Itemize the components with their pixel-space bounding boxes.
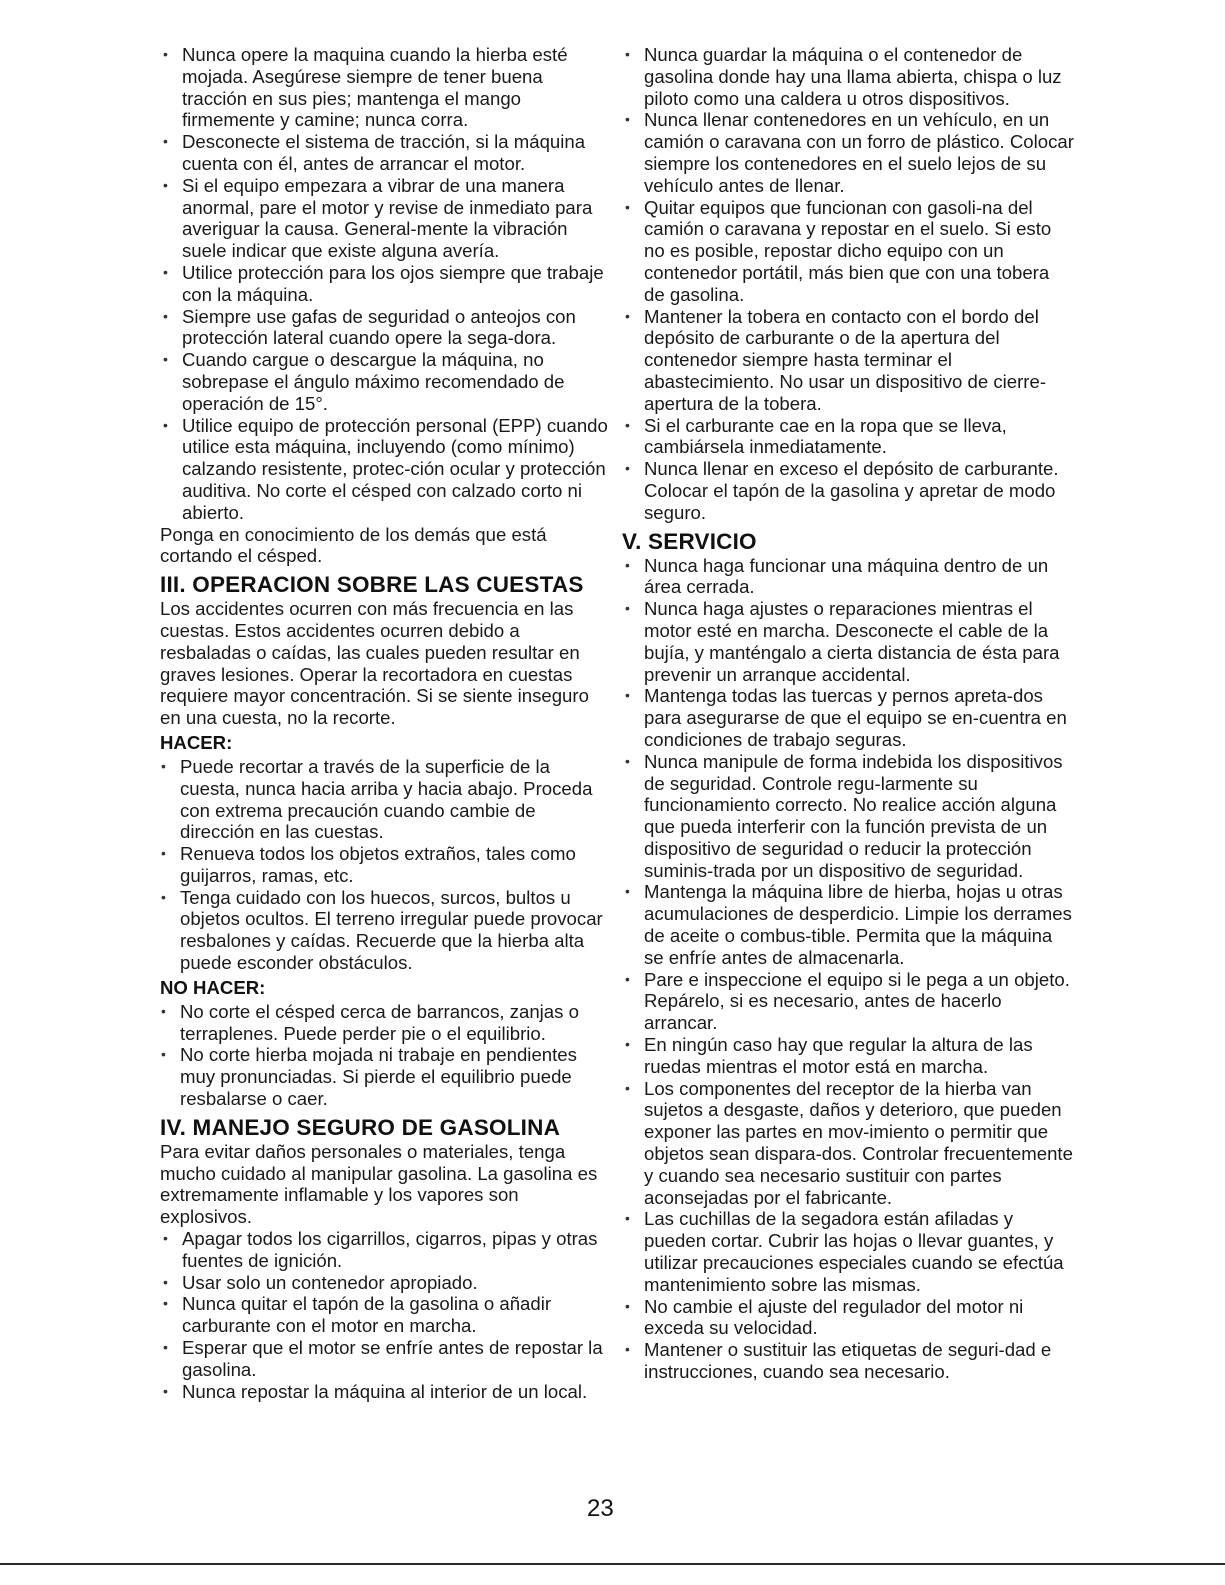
list-item: • Nunca haga funcionar una máquina dentro de un área cerrada. bbox=[622, 555, 1074, 599]
list-item: • Apagar todos los cigarrillos, cigarros, pipas y otras fuentes de ignición. bbox=[160, 1228, 612, 1272]
dont-list bbox=[160, 1001, 612, 1110]
list-item: • Nunca repostar la máquina al interior de un local. bbox=[160, 1381, 612, 1403]
do-heading: HACER: bbox=[160, 731, 233, 753]
list-item: • Nunca guardar la máquina o el contenedor de gasolina donde hay una llama abierta, chispa o luz piloto como una caldera u otros dispositivos. bbox=[622, 44, 1074, 109]
section-heading-slopes: III. OPERACION SOBRE LAS CUESTAS bbox=[160, 572, 584, 598]
list-item: • Nunca manipule de forma indebida los dispositivos de seguridad. Controle regu-larmente su funcionamiento correcto. No realice acción alguna que pueda interferir con la función prevista de un dispositivo de seguridad o reducir la protección suminis-trada por un dispositivo de seguridad. bbox=[622, 751, 1074, 882]
list-item: • Pare e inspeccione el equipo si le pega a un objeto. Repárelo, si es necesario, antes de hacerlo arrancar. bbox=[622, 969, 1074, 1034]
list-item: • No corte el césped cerca de barrancos, zanjas o terraplenes. Puede perder pie o el equilibrio. bbox=[158, 1001, 612, 1045]
list-item: • Si el carburante cae en la ropa que se lleva, cambiársela inmediatamente. bbox=[622, 415, 1074, 459]
do-list bbox=[160, 756, 612, 974]
left-column bbox=[160, 44, 612, 1402]
bystander-note: Ponga en conocimiento de los demás que está cortando el césped. bbox=[160, 523, 547, 567]
list-item: • Tenga cuidado con los huecos, surcos, bultos u objetos ocultos. El terreno irregular puede provocar resbalones y caídas. Recuerde que la hierba alta puede esconder obstáculos. bbox=[158, 887, 612, 974]
list-item: • Desconecte el sistema de tracción, si la máquina cuenta con él, antes de arrancar el motor. bbox=[160, 131, 612, 175]
list-item: • Puede recortar a través de la superficie de la cuesta, nunca hacia arriba y hacia abajo. Proceda con extrema precaución cuando cambie de dirección en las cuestas. bbox=[158, 756, 612, 843]
footer-divider bbox=[0, 1563, 1225, 1565]
list-item: • Mantenga la máquina libre de hierba, hojas u otras acumulaciones de desperdicio. Limpie los derrames de aceite o combus-tible. Permita que la máquina se enfríe antes de almacenarla. bbox=[622, 881, 1074, 968]
gasoline-intro: Para evitar daños personales o materiales, tenga mucho cuidado al manipular gasolina. La gasolina es extremamente inflamable y los vapores son explosivos. bbox=[160, 1140, 598, 1228]
gasoline-list bbox=[160, 1228, 612, 1402]
list-item: • Nunca opere la maquina cuando la hierba esté mojada. Asegúrese siempre de tener buena tracción en sus pies; mantenga el mango firmemente y camine; nunca corra. bbox=[160, 44, 612, 131]
list-item: • Siempre use gafas de seguridad o anteojos con protección lateral cuando opere la sega-dora. bbox=[160, 306, 612, 350]
list-item: • Esperar que el motor se enfríe antes de repostar la gasolina. bbox=[160, 1337, 612, 1381]
section-heading-service: V. SERVICIO bbox=[622, 528, 757, 554]
list-item: • Mantenga todas las tuercas y pernos apreta-dos para asegurarse de que el equipo se en-cuentra en condiciones de trabajo seguras. bbox=[622, 685, 1074, 750]
list-item: • No cambie el ajuste del regulador del motor ni exceda su velocidad. bbox=[622, 1296, 1074, 1340]
list-item: • Nunca llenar contenedores en un vehículo, en un camión o caravana con un forro de plástico. Colocar siempre los contenedores en el suelo lejos de su vehículo antes de llenar. bbox=[622, 109, 1074, 196]
list-item: • Si el equipo empezara a vibrar de una manera anormal, pare el motor y revise de inmediato para averiguar la causa. General-mente la vibración suele indicar que existe alguna avería. bbox=[160, 175, 612, 262]
list-item: • Mantener o sustituir las etiquetas de seguri-dad e instrucciones, cuando sea necesario. bbox=[622, 1339, 1074, 1383]
section-heading-gasoline: IV. MANEJO SEGURO DE GASOLINA bbox=[160, 1114, 561, 1140]
list-item: • Nunca quitar el tapón de la gasolina o añadir carburante con el motor en marcha. bbox=[160, 1293, 612, 1337]
list-item: • Los componentes del receptor de la hierba van sujetos a desgaste, daños y deterioro, que pueden exponer las partes en mov-imiento o permitir que objetos sean dispara-dos. Controlar frecuentemente y cuando sea necesario sustituir con partes aconsejadas por el fabricante. bbox=[622, 1078, 1074, 1209]
list-item: • Las cuchillas de la segadora están afiladas y pueden cortar. Cubrir las hojas o llevar guantes, y utilizar precauciones especiales cuando se efectúa mantenimiento sobre las mismas. bbox=[622, 1208, 1074, 1295]
list-item: • No corte hierba mojada ni trabaje en pendientes muy pronunciadas. Si pierde el equilibrio puede resbalarse o caer. bbox=[158, 1044, 612, 1109]
list-item: • Usar solo un contenedor apropiado. bbox=[160, 1272, 612, 1294]
list-item: • Mantener la tobera en contacto con el bordo del depósito de carburante o de la apertura del contenedor siempre hasta terminar el abastecimiento. No usar un dispositivo de cierre-apertura de la tobera. bbox=[622, 306, 1074, 415]
list-item: • Utilice equipo de protección personal (EPP) cuando utilice esta máquina, incluyendo (como mínimo) calzando resistente, protec-ción ocular y protección auditiva. No corte el césped con calzado corto ni abierto. bbox=[160, 415, 612, 524]
list-item: • Cuando cargue o descargue la máquina, no sobrepase el ángulo máximo recomendado de operación de 15°. bbox=[160, 349, 612, 414]
safety-list-top-left bbox=[160, 44, 612, 524]
slopes-intro: Los accidentes ocurren con más frecuencia en las cuestas. Estos accidentes ocurren debido a resbaladas o caídas, las cuales pueden resultar en graves lesiones. Operar la recortadora en cuestas requiere mayor concentración. Si se siente inseguro en una cuesta, no la recorte. bbox=[160, 598, 589, 729]
list-item: • Nunca llenar en exceso el depósito de carburante. Colocar el tapón de la gasolina y apretar de modo seguro. bbox=[622, 458, 1074, 523]
service-list bbox=[622, 555, 1074, 1383]
list-item: • Quitar equipos que funcionan con gasoli-na del camión o caravana y repostar en el suelo. Si esto no es posible, repostar dicho equipo con un contenedor portátil, más bien que con una tobera de gasolina. bbox=[622, 197, 1074, 306]
page-number: 23 bbox=[587, 1495, 614, 1522]
dont-heading: NO HACER: bbox=[160, 976, 266, 998]
list-item: • En ningún caso hay que regular la altura de las ruedas mientras el motor está en marcha. bbox=[622, 1034, 1074, 1078]
list-item: • Renueva todos los objetos extraños, tales como guijarros, ramas, etc. bbox=[158, 843, 612, 887]
gasoline-list-continued bbox=[622, 44, 1074, 524]
list-item: • Utilice protección para los ojos siempre que trabaje con la máquina. bbox=[160, 262, 612, 306]
right-column bbox=[622, 44, 1074, 1383]
list-item: • Nunca haga ajustes o reparaciones mientras el motor esté en marcha. Desconecte el cable de la bujía, y manténgalo a cierta distancia de ésta para prevenir un arranque accidental. bbox=[622, 598, 1074, 685]
